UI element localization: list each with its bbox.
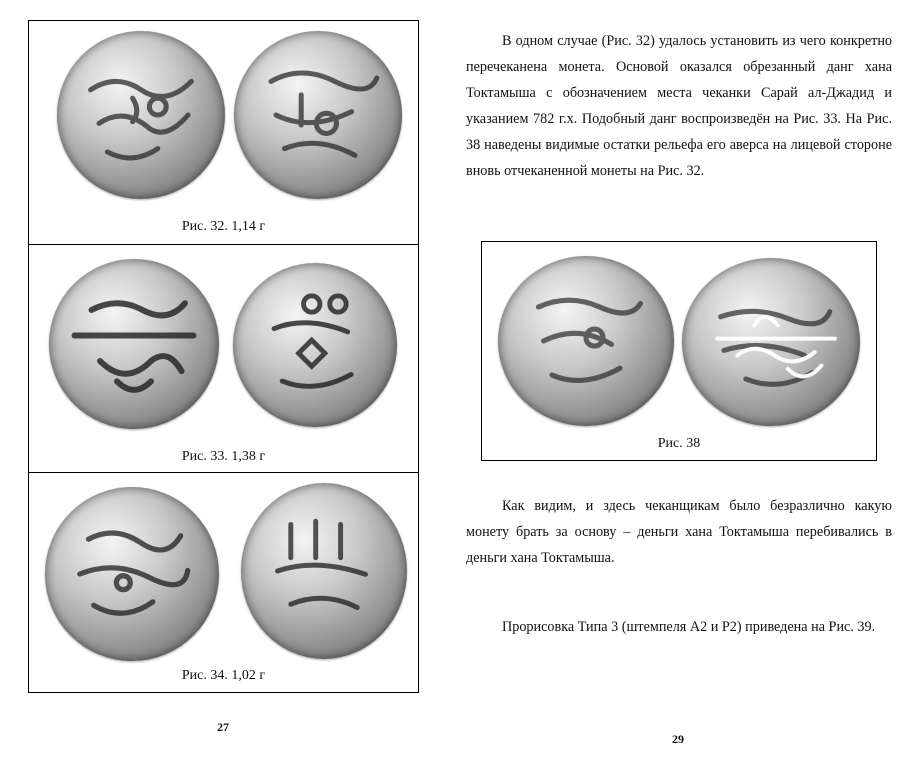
figure-caption: Рис. 32. 1,14 г	[181, 219, 266, 234]
paragraph: Прорисовка Типа 3 (штемпеля А2 и Р2) приведена на Рис. 39.	[502, 619, 876, 635]
figure-caption: Рис. 38	[657, 436, 701, 451]
coin-reverse-image	[241, 483, 407, 659]
page-number: 29	[672, 732, 684, 746]
page-number: 27	[217, 720, 229, 734]
paragraph: В одном случае (Рис. 32) удалось установить из чего конкретно перечеканена монета. Основой оказался обрезанный данг хана Токтамыша с обозначением места чеканки Сарай ал-Джадид и указанием 782 г.х. Подобный данг воспроизведён на Рис. 33. На Рис. 38 наведены видимые остатки рельефа его аверса на лицевой стороне вновь отчеканенной монеты на Рис. 32.	[466, 33, 892, 179]
figure-caption: Рис. 33. 1,38 г	[181, 449, 266, 464]
coin-obverse-image	[49, 259, 219, 429]
coin-obverse-image	[57, 31, 225, 199]
coin-obverse-image	[45, 487, 219, 661]
coin-obverse-image	[498, 256, 674, 426]
figure-38	[481, 241, 877, 461]
paragraph: Как видим, и здесь чеканщикам было безразлично какую монету брать за основу – деньги хана Токтамыша перебивались в деньги хана Токтамыша.	[466, 498, 892, 566]
figure-34	[28, 472, 419, 693]
coin-reverse-image	[234, 31, 402, 199]
figure-32	[28, 20, 419, 245]
figure-33	[28, 244, 419, 473]
left-page	[0, 0, 450, 761]
right-page	[450, 0, 913, 761]
figure-caption: Рис. 34. 1,02 г	[181, 668, 266, 683]
coin-reverse-image	[233, 263, 397, 427]
coin-reverse-image	[682, 258, 860, 426]
